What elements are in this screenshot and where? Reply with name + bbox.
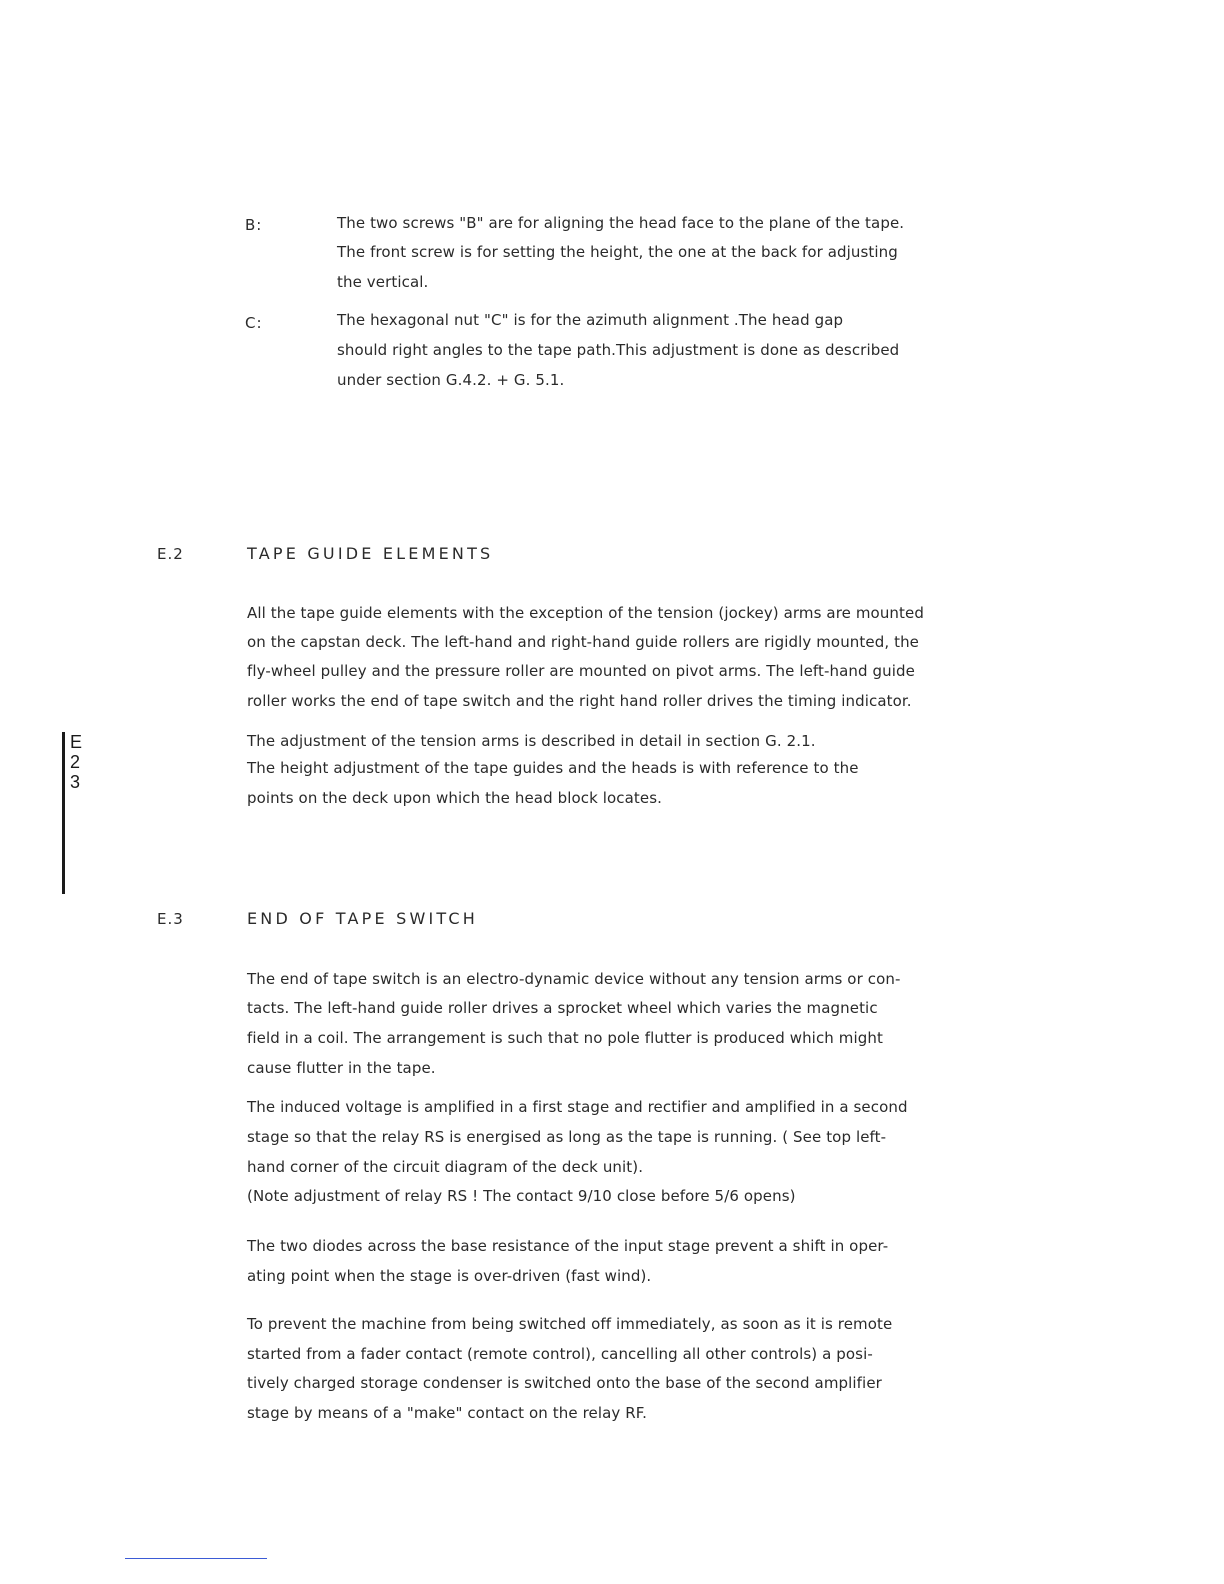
- e3-p3-line: The two diodes across the base resistance of the input stage prevent a shift in oper-: [247, 1237, 889, 1255]
- item-c-line: should right angles to the tape path.This adjustment is done as described: [337, 341, 900, 359]
- e2-p1-line: fly-wheel pulley and the pressure roller are mounted on pivot arms. The left-hand guide: [247, 662, 915, 680]
- item-c-line: under section G.4.2. + G. 5.1.: [337, 371, 565, 389]
- section-e2-number: E.2: [157, 545, 184, 563]
- e2-p1-line: All the tape guide elements with the exception of the tension (jockey) arms are mounted: [247, 604, 924, 622]
- e3-p4-line: tively charged storage condenser is switched onto the base of the second amplifier: [247, 1374, 882, 1392]
- margin-tab-bar: [62, 732, 65, 894]
- margin-tab-label: [70, 732, 82, 792]
- e3-p1-line: field in a coil. The arrangement is such that no pole flutter is produced which might: [247, 1029, 883, 1047]
- e3-p4-line: stage by means of a "make" contact on the relay RF.: [247, 1404, 647, 1422]
- margin-tab-letter: E: [70, 732, 83, 752]
- e3-p1-line: The end of tape switch is an electro-dynamic device without any tension arms or con-: [247, 970, 901, 988]
- e3-p4-line: To prevent the machine from being switched off immediately, as soon as it is remote: [247, 1315, 893, 1333]
- section-e3-number: E.3: [157, 910, 184, 928]
- item-c-label: C:: [245, 314, 263, 332]
- footer-rule: [125, 1558, 267, 1559]
- e3-p4-line: started from a fader contact (remote control), cancelling all other controls) a posi-: [247, 1345, 873, 1363]
- margin-tab-digit-2: 3: [70, 772, 81, 792]
- e3-p2-line: The induced voltage is amplified in a first stage and rectifier and amplified in a second: [247, 1098, 908, 1116]
- e3-p2-line: (Note adjustment of relay RS ! The contact 9/10 close before 5/6 opens): [247, 1187, 796, 1205]
- section-e3-title: END OF TAPE SWITCH: [247, 909, 479, 928]
- e3-p1-line: cause flutter in the tape.: [247, 1059, 436, 1077]
- item-b-line: The front screw is for setting the height, the one at the back for adjusting: [337, 243, 898, 261]
- item-b-label: B:: [245, 216, 263, 234]
- e3-p1-line: tacts. The left-hand guide roller drives a sprocket wheel which varies the magnetic: [247, 999, 878, 1017]
- section-e2-title: TAPE GUIDE ELEMENTS: [247, 544, 494, 563]
- e2-p1-line: roller works the end of tape switch and the right hand roller drives the timing indicator.: [247, 692, 912, 710]
- e3-p2-line: hand corner of the circuit diagram of the deck unit).: [247, 1158, 644, 1176]
- item-b-line: The two screws "B" are for aligning the head face to the plane of the tape.: [337, 214, 905, 232]
- margin-tab-digit-1: 2: [70, 752, 81, 772]
- item-b-line: the vertical.: [337, 273, 429, 291]
- e2-p2-line: The adjustment of the tension arms is described in detail in section G. 2.1.: [247, 732, 816, 750]
- e3-p3-line: ating point when the stage is over-driven (fast wind).: [247, 1267, 652, 1285]
- e2-p2-line: points on the deck upon which the head block locates.: [247, 789, 663, 807]
- e2-p2-line: The height adjustment of the tape guides and the heads is with reference to the: [247, 759, 859, 777]
- e2-p1-line: on the capstan deck. The left-hand and right-hand guide rollers are rigidly mounted, the: [247, 633, 919, 651]
- item-c-line: The hexagonal nut "C" is for the azimuth alignment .The head gap: [337, 311, 844, 329]
- e3-p2-line: stage so that the relay RS is energised as long as the tape is running. ( See top left-: [247, 1128, 887, 1146]
